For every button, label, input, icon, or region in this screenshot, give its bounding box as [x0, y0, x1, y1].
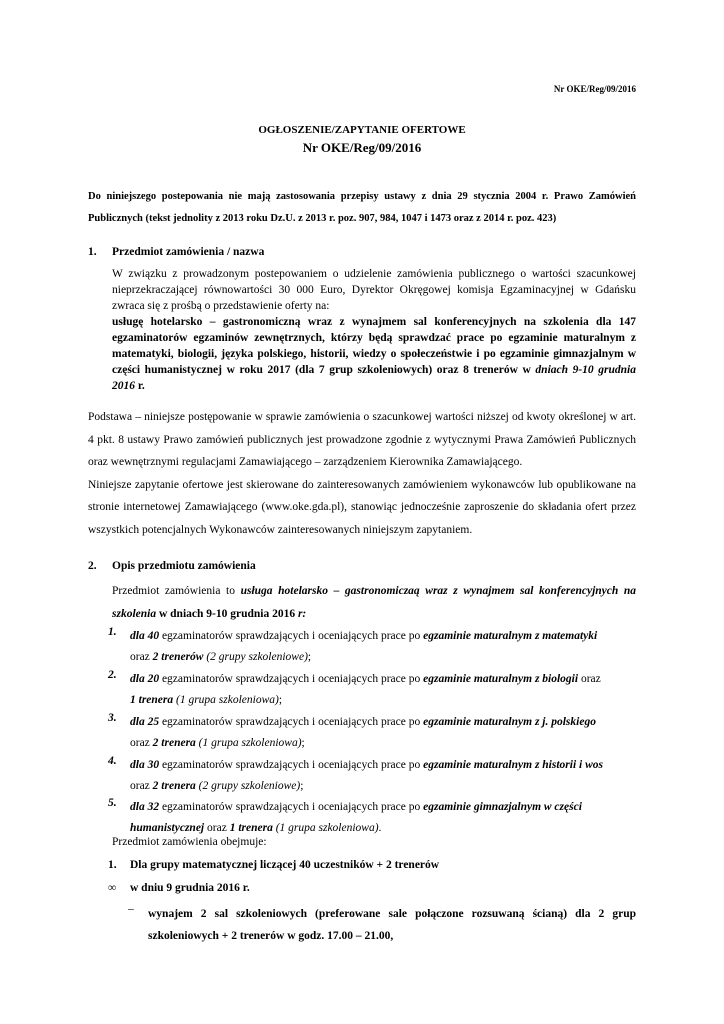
item-number: 2. [108, 669, 117, 681]
section-2-heading [88, 560, 256, 572]
item-trainers: 2 trenera [152, 737, 196, 749]
item-exam: egzaminie maturalnym z j. polskiego [423, 716, 596, 728]
subsection-number: 1. [108, 859, 117, 871]
item-desc: egzaminatorów sprawdzających i oceniających prace po [159, 801, 424, 813]
item-count: dla 40 [130, 630, 160, 642]
lead-dates: w dniach 9-10 grudnia 2016 [156, 608, 298, 620]
item-trainers: 1 trenera [229, 822, 273, 834]
item-number: 3. [108, 712, 117, 724]
item-oraz: oraz [130, 737, 153, 749]
item-text [130, 797, 636, 839]
item-oraz: oraz [130, 651, 153, 663]
document-reference: Nr OKE/Reg/09/2016 [553, 84, 636, 94]
podstawa-text: Podstawa – niniejsze postępowanie w sprawie zamówienia o szacunkowej wartości niższej od kwoty określonej w art. 4 pkt. 8 ustawy Prawo zamówień publicznych jest prowadzone zgodnie z wytycznymi Prawa Zamówień Publicznych oraz wewnętrznymi regulacjami Zamawiającego – zarządzeniem Kierownika Zamawiającego. [88, 411, 636, 468]
item-exam: egzaminie maturalnym z biologii [423, 673, 579, 685]
item-groups: (1 grupa szkoleniowa) [173, 694, 279, 706]
item-end: ; [307, 651, 312, 663]
item-desc: egzaminatorów sprawdzających i oceniających prace po [159, 673, 424, 685]
section-1-text: W związku z prowadzonym postepowaniem o udzielenie zamówienia publicznego o wartości szacunkowej nieprzekraczającej równowartości 30 000 Euro, Dyrektor Okręgowej komisja Egzaminacyjnej w Gdańsku zwraca się z prośbą o przedstawienie oferty na: [112, 268, 636, 312]
item-groups: (2 grupy szkoleniowe) [195, 780, 301, 792]
dash-bullet-icon: – [128, 903, 134, 915]
item-trainers: 2 trenerów [152, 651, 204, 663]
item-exam: egzaminie maturalnym z historii i wos [423, 759, 604, 771]
section-1-subject: usługę hotelarsko – gastronomiczną wraz z wynajmem sal konferencyjnych na szkolenia dla 147 egzaminatorów egzaminów zewnętrznych, którzy będą sprawdzać prace po egzaminie maturalnym z matematyki, biologii, języka polskiego, historii, wiedzy o społeczeństwie i po egzaminie gimnazjalnym w części humanistycznej w roku 2017 (dla 7 grup szkoleniowych) oraz 8 trenerów w [112, 316, 636, 376]
item-trainers: 1 trenera [130, 694, 174, 706]
section-1-end: r. [135, 380, 145, 392]
item-number: 5. [108, 797, 117, 809]
item-end: ; [278, 694, 283, 706]
document-number: Nr OKE/Reg/09/2016 [302, 140, 422, 155]
lead-service: usługa hotelarsko – gastronomiczaą wraz z wynajmem sal konferencyjnych na szkolenia [112, 585, 637, 620]
item-count: dla 20 [130, 673, 160, 685]
item-count: dla 32 [130, 801, 160, 813]
document-title: OGŁOSZENIE/ZAPYTANIE OFERTOWE [258, 124, 466, 136]
section-1-heading [88, 246, 264, 258]
section-title: Przedmiot zamówienia / nazwa [112, 246, 265, 258]
item-groups: (1 grupa szkoleniowa) [272, 822, 379, 834]
section-number: 2. [88, 560, 97, 572]
item-number: 1. [108, 626, 117, 638]
section-2-lead [112, 580, 636, 626]
lead-text: Przedmiot zamówienia to [112, 585, 241, 597]
section-title: Opis przedmiotu zamówienia [112, 560, 256, 572]
item-oraz: oraz [204, 822, 230, 834]
section-1-body [112, 266, 636, 394]
item-text [130, 626, 636, 668]
item-exam-cont: humanistycznej [130, 822, 205, 834]
item-end: ; [301, 737, 305, 749]
item-text [130, 755, 636, 797]
date-bullet [108, 882, 250, 894]
item-count: dla 30 [130, 759, 160, 771]
item-groups: (1 grupa szkoleniowa) [195, 737, 302, 749]
item-text [130, 669, 636, 711]
item-end: ; [300, 780, 304, 792]
item-text [130, 712, 636, 754]
podstawa-paragraph [88, 406, 636, 541]
item-end: . [378, 822, 382, 834]
section-number: 1. [88, 246, 97, 258]
item-trainers: 2 trenera [152, 780, 196, 792]
item-oraz: oraz [130, 780, 153, 792]
item-desc: egzaminatorów sprawdzających i oceniających prace po [159, 630, 424, 642]
item-number: 4. [108, 755, 117, 767]
niniejsze-text: Niniejsze zapytanie ofertowe jest skierowane do zainteresowanych zamówieniem wykonawców lub opublikowane na stronie internetowej Zamawiającego (www.oke.gda.pl), stanowiąc jednocześnie zaproszenie do składania ofert przez wszystkich potencjalnych Wykonawców zainteresowanych niniejszym zapytaniem. [88, 478, 636, 536]
infinity-bullet-icon: ∞ [108, 882, 117, 894]
subsection-title: Dla grupy matematycznej liczącej 40 uczestników + 2 trenerów [130, 859, 440, 871]
intro-paragraph: Do niniejszego postepowania nie mają zastosowania przepisy ustawy z dnia 29 stycznia 2004 r. Prawo Zamówień Publicznych (tekst jednolity z 2013 roku Dz.U. z 2013 r. poz. 907, 984, 1047 i 1473 oraz z 2014 r. poz. 423) [88, 191, 636, 224]
scope-intro: Przedmiot zamówienia obejmuje: [112, 836, 267, 848]
date-text: w dniu 9 grudnia 2016 r. [130, 882, 250, 894]
item-desc: egzaminatorów sprawdzających i oceniających prace po [159, 716, 424, 728]
item-count: dla 25 [130, 716, 160, 728]
subsection-1 [108, 859, 439, 871]
section-1-dates: dniach 9-10 grudnia 2016 [112, 364, 636, 392]
lead-end: r: [297, 608, 307, 620]
item-desc: egzaminatorów sprawdzających i oceniających prace po [159, 759, 424, 771]
item-oraz: oraz [578, 673, 601, 685]
dash-item-text: wynajem 2 sal szkoleniowych (preferowane sale połączone rozsuwaną ścianą) dla 2 grup szkoleniowych + 2 trenerów w godz. 17.00 – 21.00, [148, 908, 636, 942]
item-exam: egzaminie gimnazjalnym w części [423, 801, 582, 813]
item-groups: (2 grupy szkoleniowe) [203, 651, 308, 663]
item-exam: egzaminie maturalnym z matematyki [423, 630, 598, 642]
